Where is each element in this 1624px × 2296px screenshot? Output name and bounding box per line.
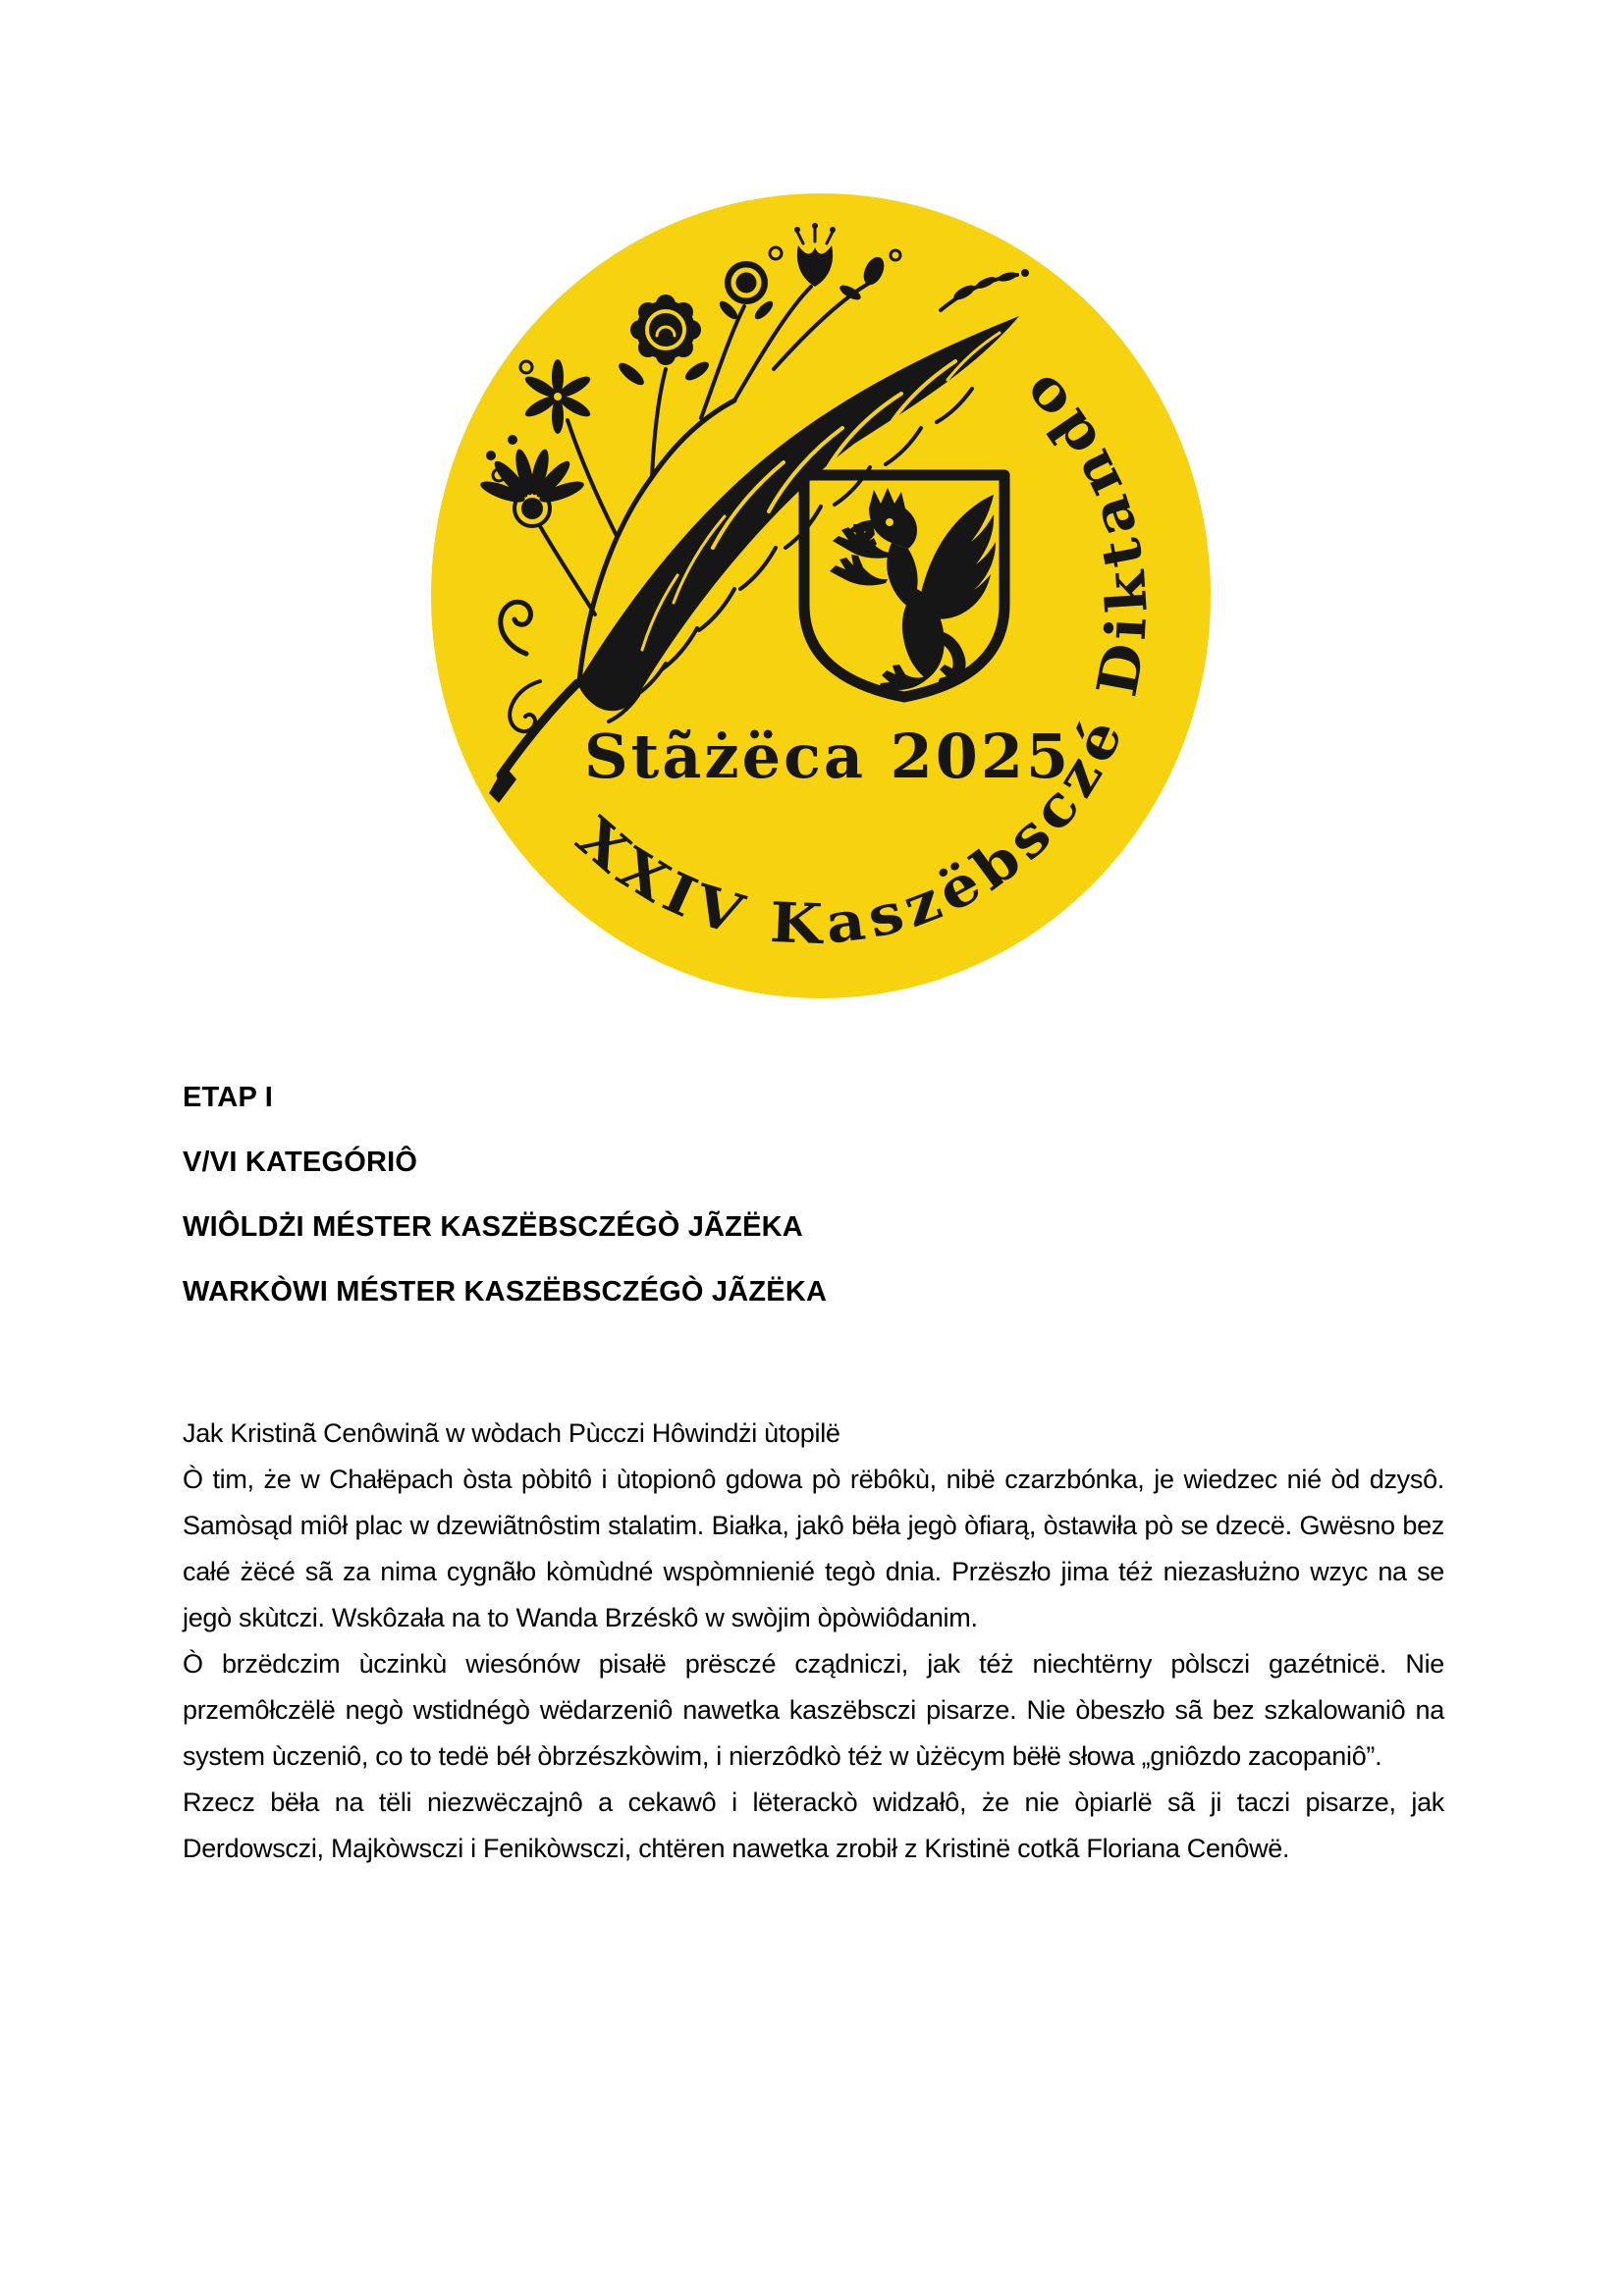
paragraph: Rzecz bëła na tëli niezwëczajnô a cekawô i lëterackò widzałô, że nie òpiarlë sã ji taczi pisarze, jak Derdowsczi, Majkòwsczi i Fenikòwsczi, chtëren nawetka zrobił z Kristinë cotkã Floriana Cenôwë.: [183, 1788, 1444, 1863]
headings-block: [183, 1065, 827, 1324]
heading-professional-title: WARKÒWI MÉSTER KASZËBSCZÉGÒ JÃZËKA: [183, 1276, 828, 1308]
heading-stage: ETAP I: [183, 1082, 273, 1113]
heading-master-title: WIÔLDŻI MÉSTER KASZËBSCZÉGÒ JÃZËKA: [183, 1211, 803, 1243]
paragraph: Ò tim, że w Chałëpach òsta pòbitô i ùtopionô gdowa pò rëbôkù, nibë czarzbónka, je wiedzec nié òd dzysô. Samòsąd miôł plac w dzewiãtnôstim stalatim. Białka, jakô bëła jegò òfiarą, òstawiła pò se dzecë. Gwësno bez całé żëcé sã za nima cygnãło kòmùdné wspòmnienié tegò dnia. Przëszło jima téż niezasłużno wzyc na se jegò skùtczi. Wskôzała na to Wanda Brzéskô w swòjim òpòwiôdanim.: [183, 1465, 1444, 1632]
logo-svg: [430, 192, 1212, 999]
dictation-text-block: [183, 1411, 1444, 1872]
paragraph: Ò brzëdczim ùczinkù wiesónów pisałë prësczé cządniczi, jak téż niechtërny pòlsczi gazétnicë. Nie przemôłczëlë negò wstidnégò wëdarzeniô nawetka kaszëbsczi pisarze. Nie òbeszło sã bez szkalowaniô na system ùczeniô, co to tedë béł òbrzészkòwim, i nierzôdkò téż w ùżëcym bëłë słowa „gniôzdo zacopaniô”.: [183, 1649, 1444, 1771]
dictation-title: Jak Kristinã Cenôwinã w wòdach Pùcczi Hôwindżi ùtopilë: [183, 1418, 840, 1448]
logo-arc-text: XXIV Kaszëbsczé Diktando: [564, 359, 1161, 958]
logo-year-text: Stãżëca 2025: [583, 721, 1072, 792]
heading-category: V/VI KATEGÓRIÔ: [183, 1147, 418, 1178]
contest-logo: [430, 192, 1212, 999]
logo-badge-circle: [431, 193, 1211, 998]
